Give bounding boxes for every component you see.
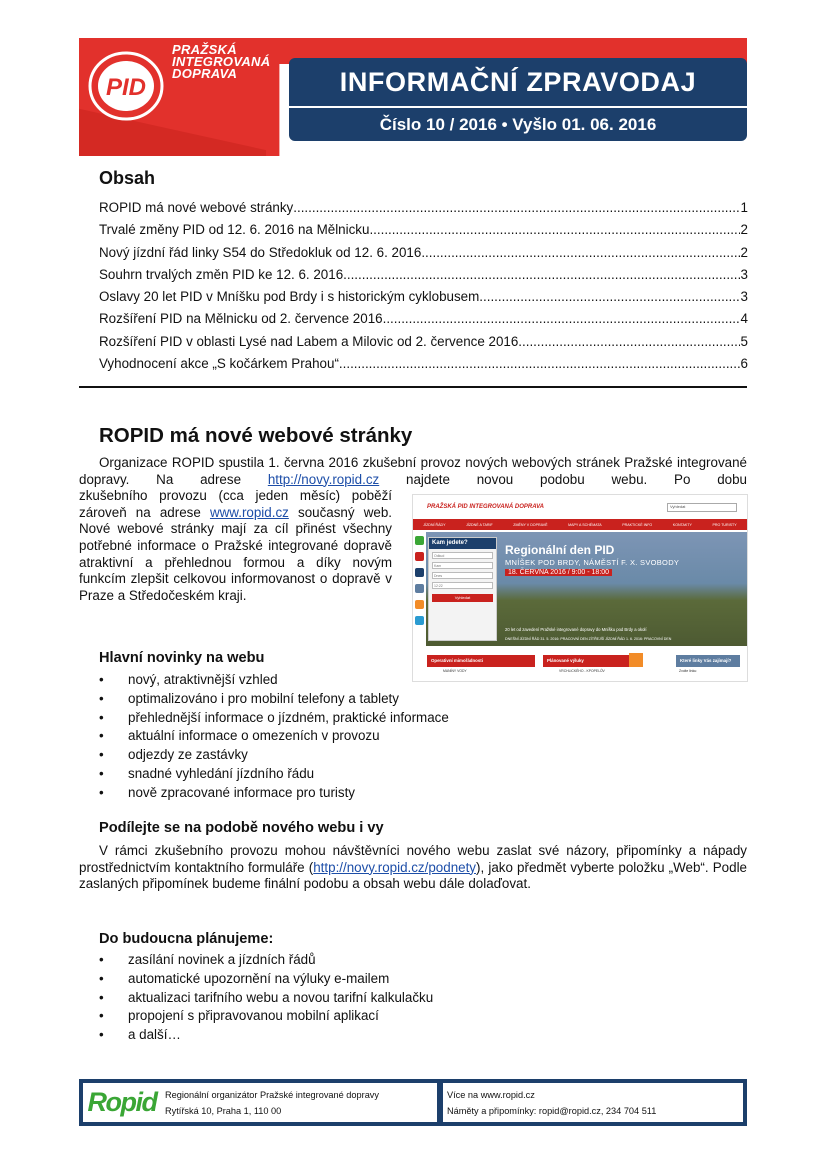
shot-hero-note: DNEŠNÍ JÍZDNÍ ŘÁD 31. 5. 2016: PRACOVNÍ DEN ZÍTŘEJŠÍ JÍZDNÍ ŘÁD 1. 6. 2016: PRACOVNÍ DEN <box>505 637 672 641</box>
issue-info: Číslo 10 / 2016 • Vyšlo 01. 06. 2016 <box>379 114 657 134</box>
list-item: • snadné vyhledání jízdního řádu <box>99 765 739 784</box>
footer-organizer <box>161 1083 437 1122</box>
footer-org-name: Regionální organizátor Pražské integrované dopravy <box>165 1090 379 1100</box>
ropid-logo: Ropid <box>83 1083 161 1122</box>
toc-item[interactable]: Rozšíření PID na Mělnicku od 2. července 2016 ..... 4 <box>99 308 748 330</box>
list-item: • a další… <box>99 1026 739 1045</box>
section-divider <box>79 386 747 388</box>
shot-tab: Operativní mimořádnosti <box>427 655 535 667</box>
shot-search: Vyhledat <box>667 503 737 512</box>
website-screenshot <box>412 494 748 682</box>
shot-sidebar-icon <box>415 552 424 561</box>
shot-badge-icon <box>629 653 643 667</box>
toc-item[interactable]: Trvalé změny PID od 12. 6. 2016 na Mělnicku ..... 2 <box>99 219 748 241</box>
newsletter-title-box <box>289 58 747 106</box>
shot-hero-subtitle: MNÍŠEK POD BRDY, NÁMĚSTÍ F. X. SVOBODY <box>505 558 680 567</box>
intro-text-part: Organizace ROPID spustila 1. června 2016 zkušební provoz nových webových stránek Pražské integrované dopravy. Na adrese <box>79 455 747 487</box>
list-item: • aktualizaci tarifního webu a novou tarifní kalkulačku <box>99 989 739 1008</box>
shot-row: MANÍNY VODY <box>443 669 467 673</box>
list-item: • propojení s připravovanou mobilní aplikací <box>99 1007 739 1026</box>
footer-feedback[interactable]: Náměty a připomínky: ropid@ropid.cz, 234 704 511 <box>447 1106 657 1116</box>
intro-text-part: zkušebního provozu (cca jeden měsíc) poběží zároveň na adrese <box>79 488 392 520</box>
toc-heading: Obsah <box>99 168 156 188</box>
shot-sidebar-icon <box>415 568 424 577</box>
shot-row: Zvolte linku: <box>679 669 698 673</box>
shot-sidebar-icon <box>415 616 424 625</box>
article-title: ROPID má nové webové stránky <box>99 424 413 447</box>
shot-hero-date: 18. ČERVNA 2016 / 9:00 - 18:00 <box>505 569 612 576</box>
issue-box <box>289 108 747 141</box>
list-item: • optimalizováno i pro mobilní telefony a tablety <box>99 690 739 709</box>
shot-sidebar <box>413 532 426 646</box>
plans-list <box>99 951 739 1045</box>
list-item: • odjezdy ze zastávky <box>99 746 739 765</box>
shot-hero-title: Regionální den PID <box>505 543 615 557</box>
list-item: • automatické upozornění na výluky e-mailem <box>99 970 739 989</box>
toc-item[interactable]: Souhrn trvalých změn PID ke 12. 6. 2016 ..... 3 <box>99 264 748 286</box>
section-heading-feedback: Podílejte se na podobě nového webu i vy <box>99 820 384 836</box>
list-item: • aktuální informace o omezeních v provozu <box>99 727 739 746</box>
shot-sidebar-icon <box>415 536 424 545</box>
header-brand: PRAŽSKÁ INTEGROVANÁ DOPRAVA <box>172 42 271 81</box>
shot-sidebar-icon <box>415 600 424 609</box>
footer-web[interactable]: Více na www.ropid.cz <box>447 1090 535 1100</box>
toc-item[interactable]: Nový jízdní řád linky S54 do Středokluk od 12. 6. 2016 ..... 2 <box>99 242 748 264</box>
table-of-contents <box>99 197 748 375</box>
intro-text-part: najdete novou podobu webu. Po dobu <box>379 471 747 487</box>
novy-ropid-link[interactable]: http://novy.ropid.cz <box>267 471 380 487</box>
footer-org-address: Rytířská 10, Praha 1, 110 00 <box>165 1106 282 1116</box>
list-item: • nový, atraktivnější vzhled <box>99 671 739 690</box>
shot-hero-caption: 20 let od zavedení Pražské integrované dopravy do Mníšku pod Brdy a okolí <box>505 627 647 632</box>
shot-row: VRCHLICKÉHO - KPOPELŮV <box>559 669 605 673</box>
news-list <box>99 671 739 803</box>
shot-brand: PRAŽSKÁ PID INTEGROVANÁ DOPRAVA <box>427 504 545 510</box>
newsletter-title: INFORMAČNÍ ZPRAVODAJ <box>339 66 697 97</box>
shot-nav: JÍZDNÍ ŘÁDY JÍZDNÉ A TARIF ZMĚNY V DOPRAVĚ MAPY A SCHÉMATA PRAKTICKÉ INFO KONTAKTY PRO TURISTY <box>413 519 747 530</box>
shot-search-form: Kam jedete? Odkud Kam Dnes 12:22 Vyhledat <box>428 537 497 641</box>
toc-item[interactable]: Oslavy 20 let PID v Mníšku pod Brdy i s historickým cyklobusem ..... 3 <box>99 286 748 308</box>
list-item: • zasílání novinek a jízdních řádů <box>99 951 739 970</box>
pid-logo-icon <box>86 46 166 126</box>
toc-item[interactable]: ROPID má nové webové stránky ..... 1 <box>99 197 748 219</box>
footer-contact <box>443 1083 743 1122</box>
section-heading-plans: Do budoucna plánujeme: <box>99 931 274 947</box>
ropid-cz-link[interactable]: www.ropid.cz <box>209 504 289 520</box>
shot-tab: Které linky Vás zajímají? <box>676 655 740 667</box>
section-heading-news: Hlavní novinky na webu <box>99 650 265 666</box>
shot-tab: Plánované výluky <box>543 655 643 667</box>
shot-sidebar-icon <box>415 584 424 593</box>
feedback-form-link[interactable]: http://novy.ropid.cz/podnety <box>313 859 477 875</box>
toc-item[interactable]: Vyhodnocení akce „S kočárkem Prahou“ ..... 6 <box>99 353 748 375</box>
list-item: • přehlednější informace o jízdném, praktické informace <box>99 709 739 728</box>
feedback-paragraph: V rámci zkušebního provozu mohou návštěvníci nového webu zaslat své názory, připomínky a nápady prostřednictvím kontaktního formuláře (http://novy.ropid.cz/podnety), jako předmět vyberte položku „Web“. Podle zaslaných připomínek budeme finální podobu a obsah webu dále dolaďovat. <box>79 843 748 892</box>
svg-text:PID: PID <box>105 74 147 101</box>
list-item: • nově zpracované informace pro turisty <box>99 784 739 803</box>
intro-text-part: současný web. Nové webové stránky mají za cíl přinést všechny potřebné informace o Pražské integrované dopravě atraktivní a přehlednou formou a díky novým funkcím zlepšit celkovou informovanost o dopravě v Praze a Středočeském kraji. <box>79 504 393 603</box>
toc-item[interactable]: Rozšíření PID v oblasti Lysé nad Labem a Milovic od 2. července 2016 ..... 5 <box>99 331 748 353</box>
footer <box>79 1079 747 1126</box>
